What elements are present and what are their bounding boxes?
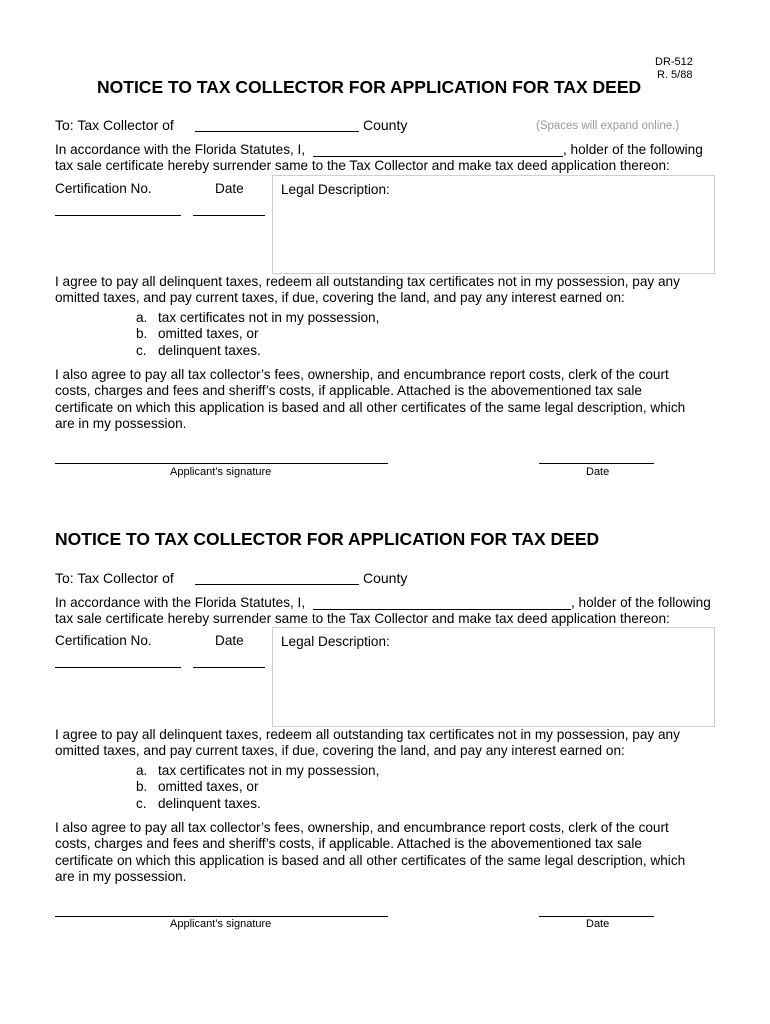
signature-label: Applicant’s signature [170,466,272,478]
cert-no-label: Certification No. [55,181,152,196]
county-input[interactable] [195,131,359,132]
form-id-line1: DR-512 [655,56,693,68]
date-label: Date [215,181,244,196]
accordance-prefix: In accordance with the Florida Statutes, I, [55,142,306,157]
accordance-suffix: , holder of the following [571,595,711,610]
legal-description-label: Legal Description: [281,182,390,197]
notice-title: NOTICE TO TAX COLLECTOR FOR APPLICATION FOR TAX DEED [55,529,600,549]
accordance-suffix: , holder of the following [563,142,703,157]
holder-name-input[interactable] [313,609,571,610]
signature-input[interactable] [55,463,388,464]
notice-title: NOTICE TO TAX COLLECTOR FOR APPLICATION FOR TAX DEED [97,77,642,97]
agree-line1: I agree to pay all delinquent taxes, redeem all outstanding tax certificates not in my possession, pay any [55,274,680,289]
form-id-line2: R. 5/88 [657,69,693,81]
signature-date-input[interactable] [539,916,654,917]
cert-date-input[interactable] [193,667,265,668]
cert-date-input[interactable] [193,215,265,216]
agree-line1: I agree to pay all delinquent taxes, redeem all outstanding tax certificates not in my possession, pay any [55,727,680,742]
signature-label: Applicant’s signature [170,918,272,930]
cert-no-input[interactable] [55,667,181,668]
cert-no-label: Certification No. [55,633,152,648]
county-input[interactable] [195,584,359,585]
list-item: b. omitted taxes, or [136,779,259,795]
legal-description-field[interactable] [272,627,715,727]
cert-no-input[interactable] [55,215,181,216]
list-item: a. tax certificates not in my possession, [136,763,380,778]
legal-description-label: Legal Description: [281,634,390,649]
list-item: c. delinquent taxes. [136,795,261,811]
legal-description-field[interactable] [272,175,715,274]
list-item: c. delinquent taxes. [136,342,261,358]
interest-list [136,763,379,812]
county-label: County [363,117,408,133]
accordance-line2: tax sale certificate hereby surrender same to the Tax Collector and make tax deed application thereon: [55,158,670,173]
list-item: a. tax certificates not in my possession, [136,310,380,325]
accordance-line2: tax sale certificate hereby surrender same to the Tax Collector and make tax deed application thereon: [55,611,670,626]
signature-date-input[interactable] [539,463,654,464]
to-tax-collector-label: To: Tax Collector of [55,117,174,133]
spaces-note: (Spaces will expand online.) [536,120,680,132]
also-agree-paragraph: I also agree to pay all tax collector’s fees, ownership, and encumbrance report costs, clerk of the court costs, charges and fees and sheriff’s costs, if applicable. Attached is the abovementioned tax sale certificate on which this application is based and all other certificates of the same legal description, which are in my possession. [55,367,686,432]
signature-date-label: Date [586,918,610,930]
also-agree-paragraph: I also agree to pay all tax collector’s fees, ownership, and encumbrance report costs, clerk of the court costs, charges and fees and sheriff’s costs, if applicable. Attached is the abovementioned tax sale certificate on which this application is based and all other certificates of the same legal description, which are in my possession. [55,820,686,885]
accordance-line1 [55,142,305,158]
agree-line2: omitted taxes, and pay current taxes, if due, covering the land, and pay any interest earned on: [55,743,625,758]
county-label: County [363,570,408,586]
agree-line2: omitted taxes, and pay current taxes, if due, covering the land, and pay any interest earned on: [55,290,625,305]
accordance-prefix: In accordance with the Florida Statutes, I, [55,595,306,610]
signature-input[interactable] [55,916,388,917]
form-number [655,56,693,82]
holder-name-input[interactable] [313,156,563,157]
signature-date-label: Date [586,466,610,478]
list-item: b. omitted taxes, or [136,326,259,342]
interest-list [136,310,379,359]
to-tax-collector-label: To: Tax Collector of [55,570,174,586]
date-label: Date [215,633,244,648]
